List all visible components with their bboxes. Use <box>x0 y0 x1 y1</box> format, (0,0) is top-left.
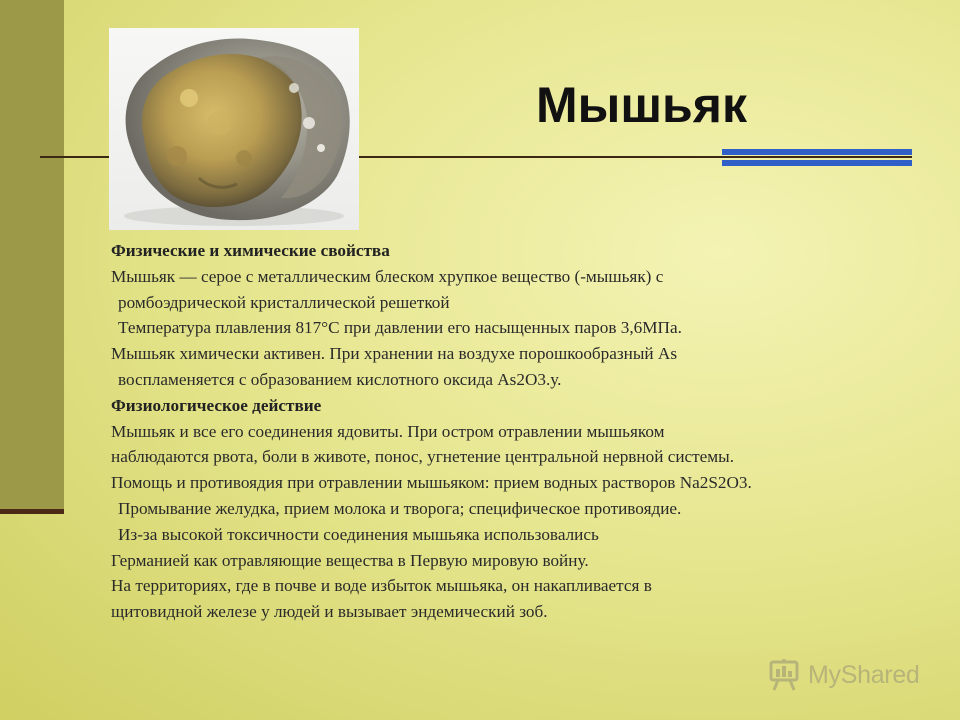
arsenic-rock-image <box>109 28 359 230</box>
section-heading: Физические и химические свойства <box>111 241 390 260</box>
body-text-line: ромбоэдрической кристаллической решеткой <box>118 292 450 312</box>
left-decorative-bar <box>0 0 64 512</box>
blue-stripe-top <box>722 149 912 155</box>
body-text-line: Промывание желудка, прием молока и творога; специфическое противоядие. <box>118 498 682 518</box>
body-text-line: воспламеняется с образованием кислотного оксида As2O3.у. <box>118 369 562 389</box>
section-heading: Физиологическое действие <box>111 395 322 415</box>
body-text-line: наблюдаются рвота, боли в животе, понос, угнетение центральной нервной системы. <box>111 447 735 467</box>
body-text-line: На территориях, где в почве и воде избыток мышьяка, он накапливается в <box>111 576 652 596</box>
presentation-board-icon <box>766 657 802 693</box>
left-bar-bottom-edge <box>0 509 64 514</box>
mineral-photo <box>109 28 359 230</box>
body-text-line: Мышьяк химически активен. При хранении на воздухе порошкообразный As <box>111 344 678 364</box>
slide-body-text <box>111 238 931 625</box>
body-text-line: Из-за высокой токсичности соединения мышьяка использовались <box>118 524 599 544</box>
blue-stripe-bottom <box>722 160 912 166</box>
body-text-line: Мышьяк — серое с металлическим блеском хрупкое вещество (-мышьяк) с <box>111 266 664 286</box>
myshared-watermark <box>766 655 920 695</box>
body-text-line: щитовидной железе у людей и вызывает эндемический зоб. <box>111 602 548 622</box>
body-text-line: Помощь и противоядия при отравлении мышьяком: прием водных растворов Na2S2O3. <box>111 473 752 493</box>
body-text-line: Германией как отравляющие вещества в Первую мировую войну. <box>111 550 589 570</box>
watermark-brand: MyShared <box>808 660 920 689</box>
blue-accent-stripes <box>722 149 912 167</box>
slide-title: Мышьяк <box>536 77 747 133</box>
body-text-line: Мышьяк и все его соединения ядовиты. При остром отравлении мышьяком <box>111 421 665 441</box>
body-text-line: Температура плавления 817°С при давлении его насыщенных паров 3,6МПа. <box>118 318 682 338</box>
